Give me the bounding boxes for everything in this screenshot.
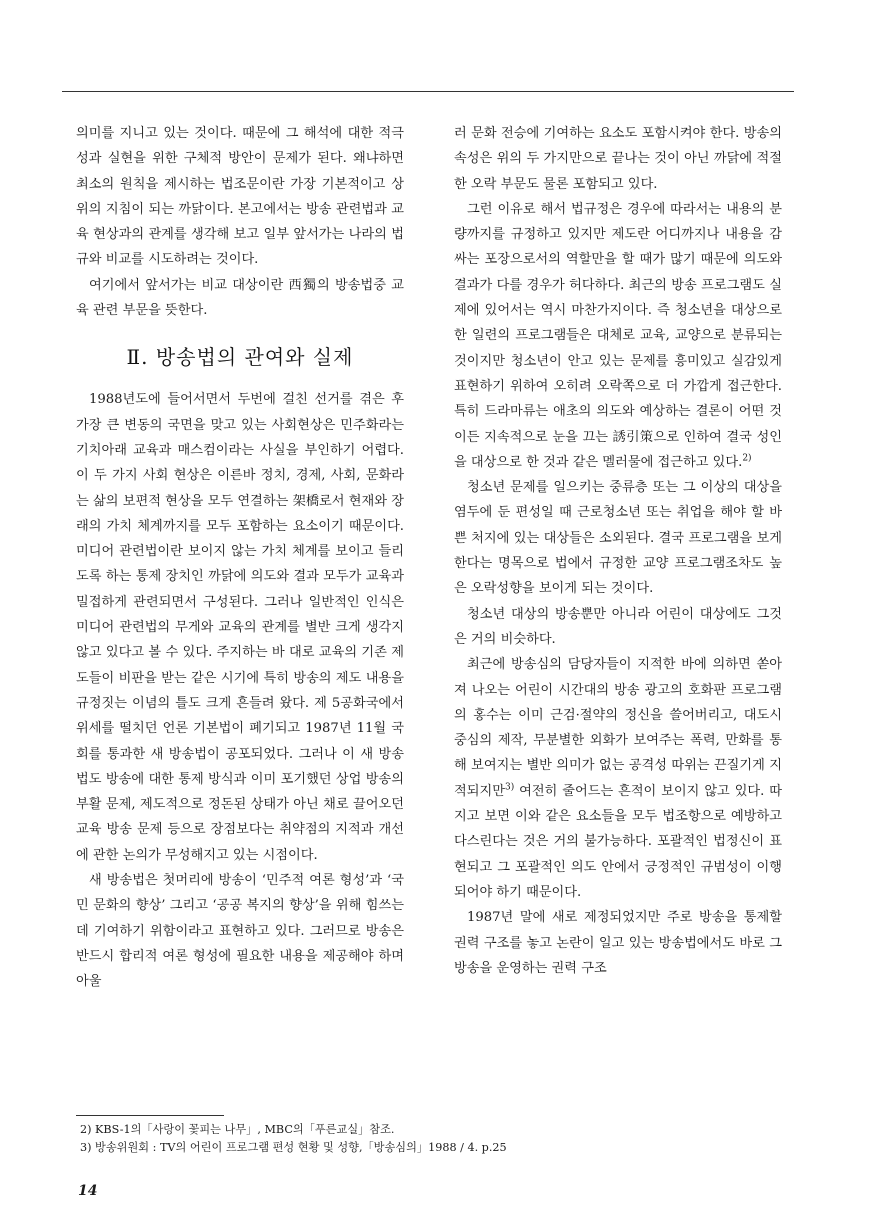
paragraph: 청소년 대상의 방송뿐만 아니라 어린이 대상에도 그것은 거의 비슷하다. bbox=[454, 606, 782, 647]
footnote-rule bbox=[76, 1115, 224, 1116]
paragraph-text: 여전히 줄어드는 흔적이 보이지 않고 있다. 따지고 보면 이와 같은 요소들을 모두 법조항으로 예방하고 다스린다는 것은 거의 불가능하다. 포괄적인 법정신이 표현되고 그 포괄적인 의도 안에서 긍정적인 규범성이 이행되어야 하기 때문이다. bbox=[454, 783, 782, 900]
paragraph bbox=[454, 652, 782, 905]
paragraph: 여기에서 앞서가는 비교 대상이란 西獨의 방송법중 교육 관련 부문을 뜻한다. bbox=[76, 277, 404, 319]
paragraph: 의미를 지니고 있는 것이다. 때문에 그 해석에 대한 적극성과 실현을 위한 구체적 방안이 문제가 된다. 왜냐하면 최소의 원칙을 제시하는 법조문이란 가장 기본적이고 상위의 지침이 되는 까닭이다. 본고에서는 방송 관련법과 교육 현상과의 관계를 생각해 보고 일부 앞서가는 나라의 법규와 비교를 시도하려는 것이다. bbox=[76, 126, 404, 268]
paragraph: 청소년 문제를 일으키는 중류층 또는 그 이상의 대상을 염두에 둔 편성일 때 근로청소년 또는 취업을 해야 할 바쁜 처지에 있는 대상들은 소외된다. 결국 프로그램을 보게 한다는 명목으로 법에서 규정한 교양 프로그램조차도 높은 오락성향을 보이게 되는 것이다. bbox=[454, 480, 782, 597]
footnote-ref: 3) bbox=[504, 782, 515, 793]
paragraph: 새 방송법은 첫머리에 방송이 ‘민주적 여론 형성’과 ‘국민 문화의 향상’ 그리고 ‘공공 복지의 향상’을 위해 힘쓰는 데 기여하기 위함이라고 표현하고 있다. 그러므로 방송은 반드시 합리적 여론 형성에 필요한 내용을 제공해야 하며 아울 bbox=[76, 873, 404, 990]
footnotes bbox=[80, 1121, 800, 1157]
paragraph-text: 그런 이유로 해서 법규정은 경우에 따라서는 내용의 분량까지를 규정하고 있지만 제도란 어디까지나 내용을 감싸는 포장으로서의 역할만을 할 때가 많기 때문에 의도와 결과가 다를 경우가 허다하다. 최근의 방송 프로그램도 실제에 있어서는 역시 마찬가지이다. 즉 청소년을 대상으로 한 일련의 프로그램들은 대체로 교육, 교양으로 분류되는 것이지만 청소년이 안고 있는 문제를 흥미있고 실감있게 표현하기 위하여 오히려 오락쪽으로 더 가깝게 접근한다. 특히 드라마류는 애초의 의도와 예상하는 결론이 어떤 것이든 지속적으로 눈을 끄는 誘引策으로 인하여 결국 성인을 대상으로 한 것과 같은 멜러물에 접근하고 있다. bbox=[454, 201, 782, 470]
left-column bbox=[76, 121, 404, 995]
paragraph bbox=[454, 197, 782, 475]
paragraph: 1987년 말에 새로 제정되었지만 주로 방송을 통제할 권력 구조를 놓고 논란이 일고 있는 방송법에서도 바로 그 방송을 운영하는 권력 구조 bbox=[454, 910, 782, 976]
footnote-ref: 2) bbox=[742, 453, 752, 464]
paragraph-text: 최근에 방송심의 담당자들이 지적한 바에 의하면 쏟아져 나오는 어린이 시간대의 방송 광고의 호화판 프로그램의 홍수는 이미 근검·절약의 정신을 쓸어버리고, 대도시 중심의 제작, 무분별한 외화가 보여주는 폭력, 만화를 통해 보여지는 별반 의미가 없는 공격성 따위는 끈질기게 지적되지만 bbox=[454, 657, 782, 799]
paragraph: 러 문화 전승에 기여하는 요소도 포함시켜야 한다. 방송의 속성은 위의 두 가지만으로 끝나는 것이 아닌 까닭에 적절한 오락 부문도 물론 포함되고 있다. bbox=[454, 126, 782, 192]
page-number: 14 bbox=[78, 1183, 98, 1199]
section-heading: Ⅱ. 방송법의 관여와 실제 bbox=[126, 345, 354, 370]
right-column bbox=[454, 121, 782, 981]
footnote-2: 2) KBS-1의「사랑이 꽃피는 나무」, MBC의「푸른교실」참조. bbox=[80, 1123, 395, 1136]
footnote-3: 3) 방송위원회 : TV의 어린이 프로그램 편성 현황 및 성향,「방송심의」1988 / 4. p.25 bbox=[80, 1141, 507, 1154]
paragraph: 1988년도에 들어서면서 두번에 걸친 선거를 겪은 후 가장 큰 변동의 국면을 맞고 있는 사회현상은 민주화라는 기치아래 교육과 매스컴이라는 사실을 부인하기 어렵다. 이 두 가지 사회 현상은 이른바 정치, 경제, 사회, 문화라는 삶의 보편적 현상을 모두 연결하는 架橋로서 현재와 장래의 가치 체계까지를 모두 포함하는 요소이기 때문이다. 미디어 관련법이란 보이지 않는 가치 체계를 보이고 들리도록 하는 통제 장치인 까닭에 의도와 결과 모두가 교육과 밀접하게 관련되면서 구성된다. 그러나 일반적인 인식은 미디어 관련법의 무게와 교육의 관계를 별반 크게 생각지 않고 있다고 볼 수 있다. 주지하는 바 대로 교육의 기존 제도들이 비판을 받는 같은 시기에 특히 방송의 제도 내용을 규정짓는 이념의 틀도 크게 흔들려 왔다. 제 5공화국에서 위세를 떨치던 언론 기본법이 폐기되고 1987년 11월 국회를 통과한 새 방송법이 공포되었다. 그러나 이 새 방송법도 방송에 대한 통제 방식과 이미 포기했던 상업 방송의 부활 문제, 제도적으로 정돈된 상태가 아닌 채로 끌어오던 교육 방송 문제 등으로 장점보다는 취약점의 지적과 개선에 관한 논의가 무성해지고 있는 시점이다. bbox=[76, 392, 404, 863]
header-rule bbox=[62, 91, 794, 92]
